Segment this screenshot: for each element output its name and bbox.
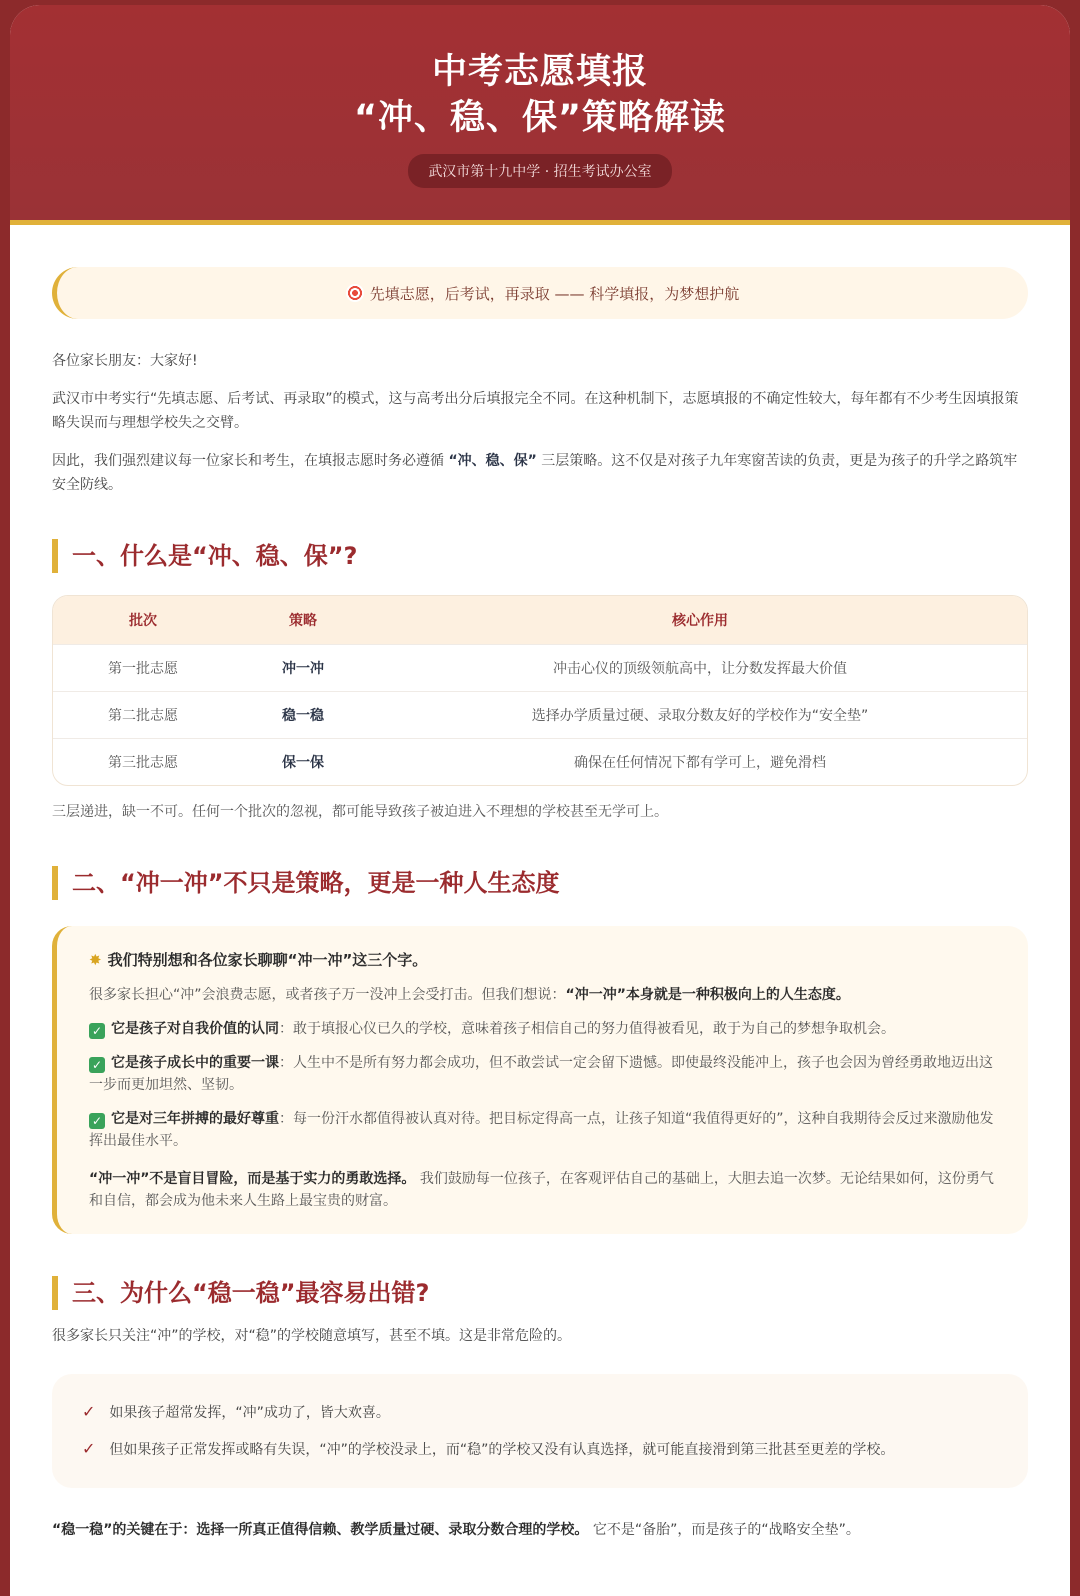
list-item-text: 但如果孩子正常发挥或略有失误，“冲”的学校没录上，而“稳”的学校又没有认真选择，就可能直接滑到第三批甚至更差的学校。: [109, 1442, 895, 1458]
list-item: [82, 1431, 998, 1468]
point-text: ：人生中不是所有努力都会成功，但不敢尝试一定会留下遗憾。即使最终没能冲上，孩子也会因为曾经勇敢地迈出这一步而更加坦然、坚韧。: [89, 1055, 993, 1093]
check-mark-icon: ✓: [82, 1402, 96, 1421]
point-title: 它是孩子成长中的重要一课: [111, 1055, 279, 1071]
point-title: 它是对三年拼搏的最好尊重: [111, 1111, 279, 1127]
intro-paragraph-1: 武汉市中考实行“先填志愿、后考试、再录取”的模式，这与高考出分后填报完全不同。在这种机制下，志愿填报的不确定性较大，每年都有不少考生因填报策略失误而与理想学校失之交臂。: [52, 391, 1019, 431]
emphasis-text: “冲一冲”不是盲目冒险，而是基于实力的勇敢选择。: [89, 1171, 416, 1187]
callout-point: [89, 1052, 996, 1096]
point-text: ：敢于填报心仪已久的学校，意味着孩子相信自己的努力值得被看见，敢于为自己的梦想争取机会。: [279, 1021, 895, 1037]
section-heading-3: 三、为什么“稳一稳”最容易出错?: [52, 1276, 1028, 1310]
text-span: 三层策略。这不仅是对孩子九年寒窗苦读的负责，更是为孩子的升学之路筑牢安全防线。: [52, 453, 1018, 493]
list-item-text: 如果孩子超常发挥，“冲”成功了，皆大欢喜。: [109, 1405, 390, 1421]
table-cell: 确保在任何情况下都有学可上，避免滑档: [373, 738, 1027, 785]
column-header: 批次: [53, 596, 233, 644]
strategy-table: [52, 595, 1028, 786]
title-line-1: 中考志愿填报: [431, 52, 648, 92]
callout-lead: [89, 984, 996, 1006]
attitude-callout-box: [52, 926, 1028, 1234]
point-text: ：每一份汗水都值得被认真对待。把目标定得高一点，让孩子知道“我值得更好的”，这种自我期待会反过来激励他发挥出最佳水平。: [89, 1111, 994, 1149]
section3-closing: [52, 1518, 1028, 1542]
subtitle-badge: 武汉市第十九中学 · 招生考试办公室: [408, 154, 671, 188]
callout-point: [89, 1108, 996, 1152]
text-span: 很多家长担心“冲”会浪费志愿，或者孩子万一没冲上会受打击。但我们想说：: [89, 987, 566, 1003]
greeting: 各位家长朋友：大家好!: [52, 353, 198, 369]
check-mark-icon: ✓: [82, 1439, 96, 1458]
table-cell: 稳一稳: [233, 691, 373, 738]
table-row: [53, 691, 1027, 738]
list-item: [82, 1394, 998, 1431]
table-row: [53, 738, 1027, 785]
page-title: [10, 49, 1070, 141]
main-content: [10, 267, 1070, 1542]
table-cell: 第一批志愿: [53, 644, 233, 691]
emphasis-text: “冲一冲”本身就是一种积极向上的人生态度。: [565, 987, 850, 1003]
check-icon: ✓: [89, 1057, 105, 1073]
callout-closing: [89, 1168, 996, 1212]
text-span: 它不是“备胎”，而是孩子的“战略安全垫”。: [588, 1522, 860, 1538]
table-cell: 冲击心仪的顶级领航高中，让分数发挥最大价值: [373, 644, 1027, 691]
text-span: 我们鼓励每一位孩子，在客观评估自己的基础上，大胆去追一次梦。无论结果如何，这份勇气和自信，都会成为他未来人生路上最宝贵的财富。: [89, 1171, 994, 1209]
slogan-banner: [52, 267, 1028, 319]
table-cell: 第二批志愿: [53, 691, 233, 738]
section-heading-1: 一、什么是“冲、稳、保”?: [52, 539, 1028, 573]
table-cell: 第三批志愿: [53, 738, 233, 785]
intro-paragraph-2: [52, 449, 1028, 497]
target-icon: [346, 284, 364, 302]
section3-intro: 很多家长只关注“冲”的学校，对“稳”的学校随意填写，甚至不填。这是非常危险的。: [52, 1328, 572, 1344]
header-banner: [10, 5, 1070, 225]
table-cell: 冲一冲: [233, 644, 373, 691]
text-span: 因此，我们强烈建议每一位家长和考生，在填报志愿时务必遵循: [52, 453, 449, 469]
document-page: [10, 5, 1070, 1596]
column-header: 策略: [233, 596, 373, 644]
title-line-2: “冲、稳、保”策略解读: [353, 98, 726, 138]
table-cell: 选择办学质量过硬、录取分数友好的学校作为“安全垫”: [373, 691, 1027, 738]
point-title: 它是孩子对自我价值的认同: [111, 1021, 279, 1037]
sparkle-icon: ✸: [89, 951, 102, 969]
slogan-text: 先填志愿，后考试，再录取 —— 科学填报，为梦想护航: [369, 284, 740, 303]
check-icon: ✓: [89, 1113, 105, 1129]
callout-title: [89, 948, 996, 972]
table-cell: 保一保: [233, 738, 373, 785]
table-header-row: [53, 596, 1027, 644]
section-heading-2: 二、“冲一冲”不只是策略，更是一种人生态度: [52, 866, 1028, 900]
check-icon: ✓: [89, 1023, 105, 1039]
table-note: 三层递进，缺一不可。任何一个批次的忽视，都可能导致孩子被迫进入不理想的学校甚至无学可上。: [52, 804, 668, 820]
emphasis-text: “冲、稳、保”: [448, 453, 537, 469]
risk-list-box: [52, 1374, 1028, 1488]
emphasis-text: “稳一稳”的关键在于：选择一所真正值得信赖、教学质量过硬、录取分数合理的学校。: [52, 1522, 589, 1538]
callout-point: [89, 1018, 996, 1040]
column-header: 核心作用: [373, 596, 1027, 644]
callout-title-text: 我们特别想和各位家长聊聊“冲一冲”这三个字。: [107, 951, 428, 969]
table-row: [53, 644, 1027, 691]
